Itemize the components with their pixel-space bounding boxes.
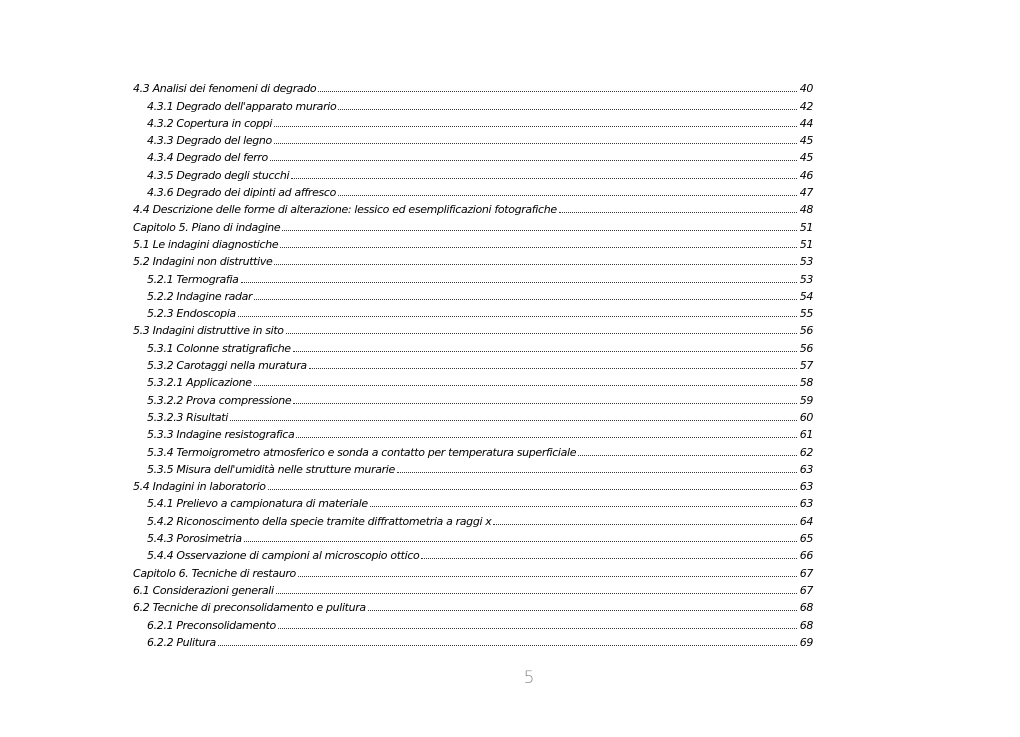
toc-entry-page: 44 [799, 116, 813, 130]
toc-entry-page: 58 [799, 376, 813, 390]
dot-leader [254, 298, 797, 300]
toc-entry-title: 5.4.2 Riconoscimento della specie tramite diffrattometria a raggi x [147, 514, 492, 528]
toc-entry[interactable] [133, 561, 813, 578]
toc-entry-page: 59 [799, 393, 813, 407]
dot-leader [274, 263, 797, 265]
toc-entry-page: 67 [799, 566, 813, 580]
toc-entry-page: 69 [799, 635, 813, 649]
dot-leader [286, 332, 797, 334]
toc-entry[interactable] [133, 388, 813, 405]
toc-entry-page: 51 [799, 237, 813, 251]
toc-entry-page: 40 [799, 82, 813, 96]
toc-entry[interactable] [133, 440, 813, 457]
toc-entry-page: 68 [799, 618, 813, 632]
toc-entry-page: 62 [799, 445, 813, 459]
dot-leader [276, 592, 797, 594]
toc-entry-page: 53 [799, 255, 813, 269]
toc-entry-title: 5.3.3 Indagine resistografica [147, 428, 295, 442]
toc-entry-title: 5.2.2 Indagine radar [147, 289, 253, 303]
toc-entry[interactable] [133, 112, 813, 129]
dot-leader [296, 436, 797, 438]
toc-entry-title: 5.3.4 Termoigrometro atmosferico e sonda a contatto per temperatura superficiale [147, 445, 577, 459]
toc-entry[interactable] [133, 198, 813, 215]
toc-entry-title: 4.3.2 Copertura in coppi [147, 116, 273, 130]
dot-leader [368, 609, 797, 611]
toc-entry[interactable] [133, 129, 813, 146]
toc-entry-title: 5.3.2.3 Risultati [147, 410, 228, 424]
toc-entry-title: 4.3.3 Degrado del legno [147, 134, 272, 148]
toc-entry-page: 63 [799, 497, 813, 511]
toc-entry[interactable] [133, 285, 813, 302]
toc-entry-title: 5.3.2.2 Prova compressione [147, 393, 292, 407]
dot-leader [274, 125, 797, 127]
toc-entry-page: 42 [799, 99, 813, 113]
toc-entry-page: 56 [799, 341, 813, 355]
toc-entry-title: 5.3.2 Carotaggi nella muratura [147, 359, 307, 373]
toc-entry-page: 48 [799, 203, 813, 217]
toc-entry[interactable] [133, 146, 813, 163]
toc-entry[interactable] [133, 475, 813, 492]
toc-entry[interactable] [133, 406, 813, 423]
toc-entry-page: 45 [799, 151, 813, 165]
dot-leader [309, 367, 797, 369]
dot-leader [421, 557, 797, 559]
toc-entry-title: 4.3.4 Degrado del ferro [147, 151, 268, 165]
toc-entry-title: 6.1 Considerazioni generali [133, 583, 274, 597]
toc-entry-title: 4.3.1 Degrado dell'apparato murario [147, 99, 337, 113]
toc-entry-page: 64 [799, 514, 813, 528]
dot-leader [293, 350, 797, 352]
toc-entry-page: 56 [799, 324, 813, 338]
toc-entry-page: 45 [799, 134, 813, 148]
toc-entry[interactable] [133, 596, 813, 613]
toc-entry-title: 4.3.5 Degrado degli stucchi [147, 168, 290, 182]
toc-entry-title: 5.4.4 Osservazione di campioni al microscopio ottico [147, 549, 420, 563]
toc-entry[interactable] [133, 336, 813, 353]
toc-entry[interactable] [133, 544, 813, 561]
toc-entry-page: 54 [799, 289, 813, 303]
toc-entry-page: 47 [799, 186, 813, 200]
toc-entry-page: 68 [799, 601, 813, 615]
toc-entry[interactable] [133, 181, 813, 198]
toc-entry[interactable] [133, 371, 813, 388]
dot-leader [397, 471, 797, 473]
dot-leader [338, 194, 797, 196]
dot-leader [238, 315, 797, 317]
toc-entry[interactable] [133, 354, 813, 371]
toc-entry-title: 4.4 Descrizione delle forme di alterazione: lessico ed esemplificazioni fotografiche [133, 203, 557, 217]
toc-entry[interactable] [133, 631, 813, 648]
dot-leader [298, 575, 797, 577]
toc-entry-title: 5.3.2.1 Applicazione [147, 376, 252, 390]
dot-leader [282, 229, 797, 231]
toc-entry-title: 4.3 Analisi dei fenomeni di degrado [133, 82, 317, 96]
dot-leader [254, 384, 797, 386]
toc-entry-page: 46 [799, 168, 813, 182]
table-of-contents [133, 77, 813, 648]
toc-entry-title: 5.2.3 Endoscopia [147, 307, 236, 321]
toc-entry-title: 5.2 Indagini non distruttive [133, 255, 273, 269]
toc-entry[interactable] [133, 250, 813, 267]
dot-leader [230, 419, 797, 421]
dot-leader [244, 540, 797, 542]
toc-entry-title: 6.2 Tecniche di preconsolidamento e pulitura [133, 601, 366, 615]
toc-entry[interactable] [133, 492, 813, 509]
toc-entry-title: 6.2.1 Preconsolidamento [147, 618, 276, 632]
toc-entry[interactable] [133, 215, 813, 232]
dot-leader [278, 627, 797, 629]
toc-entry[interactable] [133, 267, 813, 284]
toc-entry-page: 60 [799, 410, 813, 424]
toc-entry[interactable] [133, 527, 813, 544]
dot-leader [241, 281, 797, 283]
toc-entry-page: 67 [799, 583, 813, 597]
toc-entry-title: 5.4 Indagini in laboratorio [133, 480, 266, 494]
toc-entry-page: 63 [799, 480, 813, 494]
toc-entry-page: 53 [799, 272, 813, 286]
toc-entry-page: 66 [799, 549, 813, 563]
toc-entry[interactable] [133, 579, 813, 596]
dot-leader [293, 402, 797, 404]
toc-entry-page: 55 [799, 307, 813, 321]
toc-entry[interactable] [133, 94, 813, 111]
dot-leader [280, 246, 797, 248]
toc-entry-title: 5.2.1 Termografia [147, 272, 239, 286]
toc-entry-page: 57 [799, 359, 813, 373]
toc-entry[interactable] [133, 423, 813, 440]
toc-entry-title: 6.2.2 Pulitura [147, 635, 216, 649]
dot-leader [493, 523, 797, 525]
dot-leader [268, 488, 797, 490]
dot-leader [218, 644, 797, 646]
page-number: 5 [523, 668, 535, 688]
toc-entry-page: 51 [799, 220, 813, 234]
dot-leader [318, 90, 797, 92]
toc-entry-page: 63 [799, 462, 813, 476]
toc-entry[interactable] [133, 302, 813, 319]
toc-entry[interactable] [133, 163, 813, 180]
toc-entry-title: 5.3.5 Misura dell'umidità nelle strutture murarie [147, 462, 395, 476]
toc-entry-title: 4.3.6 Degrado dei dipinti ad affresco [147, 186, 336, 200]
toc-entry-title: 5.3.1 Colonne stratigrafiche [147, 341, 291, 355]
toc-entry-page: 61 [799, 428, 813, 442]
toc-entry-page: 65 [799, 532, 813, 546]
toc-entry[interactable] [133, 613, 813, 630]
dot-leader [370, 505, 797, 507]
dot-leader [559, 211, 797, 213]
dot-leader [274, 142, 797, 144]
toc-entry[interactable] [133, 509, 813, 526]
toc-entry[interactable] [133, 458, 813, 475]
toc-entry-title: Capitolo 6. Tecniche di restauro [133, 566, 296, 580]
toc-entry-title: 5.4.3 Porosimetria [147, 532, 242, 546]
dot-leader [338, 108, 797, 110]
toc-entry-title: Capitolo 5. Piano di indagine [133, 220, 281, 234]
toc-entry-title: 5.3 Indagini distruttive in sito [133, 324, 284, 338]
toc-entry-title: 5.1 Le indagini diagnostiche [133, 237, 279, 251]
dot-leader [291, 177, 797, 179]
toc-entry[interactable] [133, 233, 813, 250]
dot-leader [578, 454, 797, 456]
toc-entry[interactable] [133, 77, 813, 94]
toc-entry-title: 5.4.1 Prelievo a campionatura di materiale [147, 497, 368, 511]
toc-entry[interactable] [133, 319, 813, 336]
dot-leader [270, 159, 797, 161]
